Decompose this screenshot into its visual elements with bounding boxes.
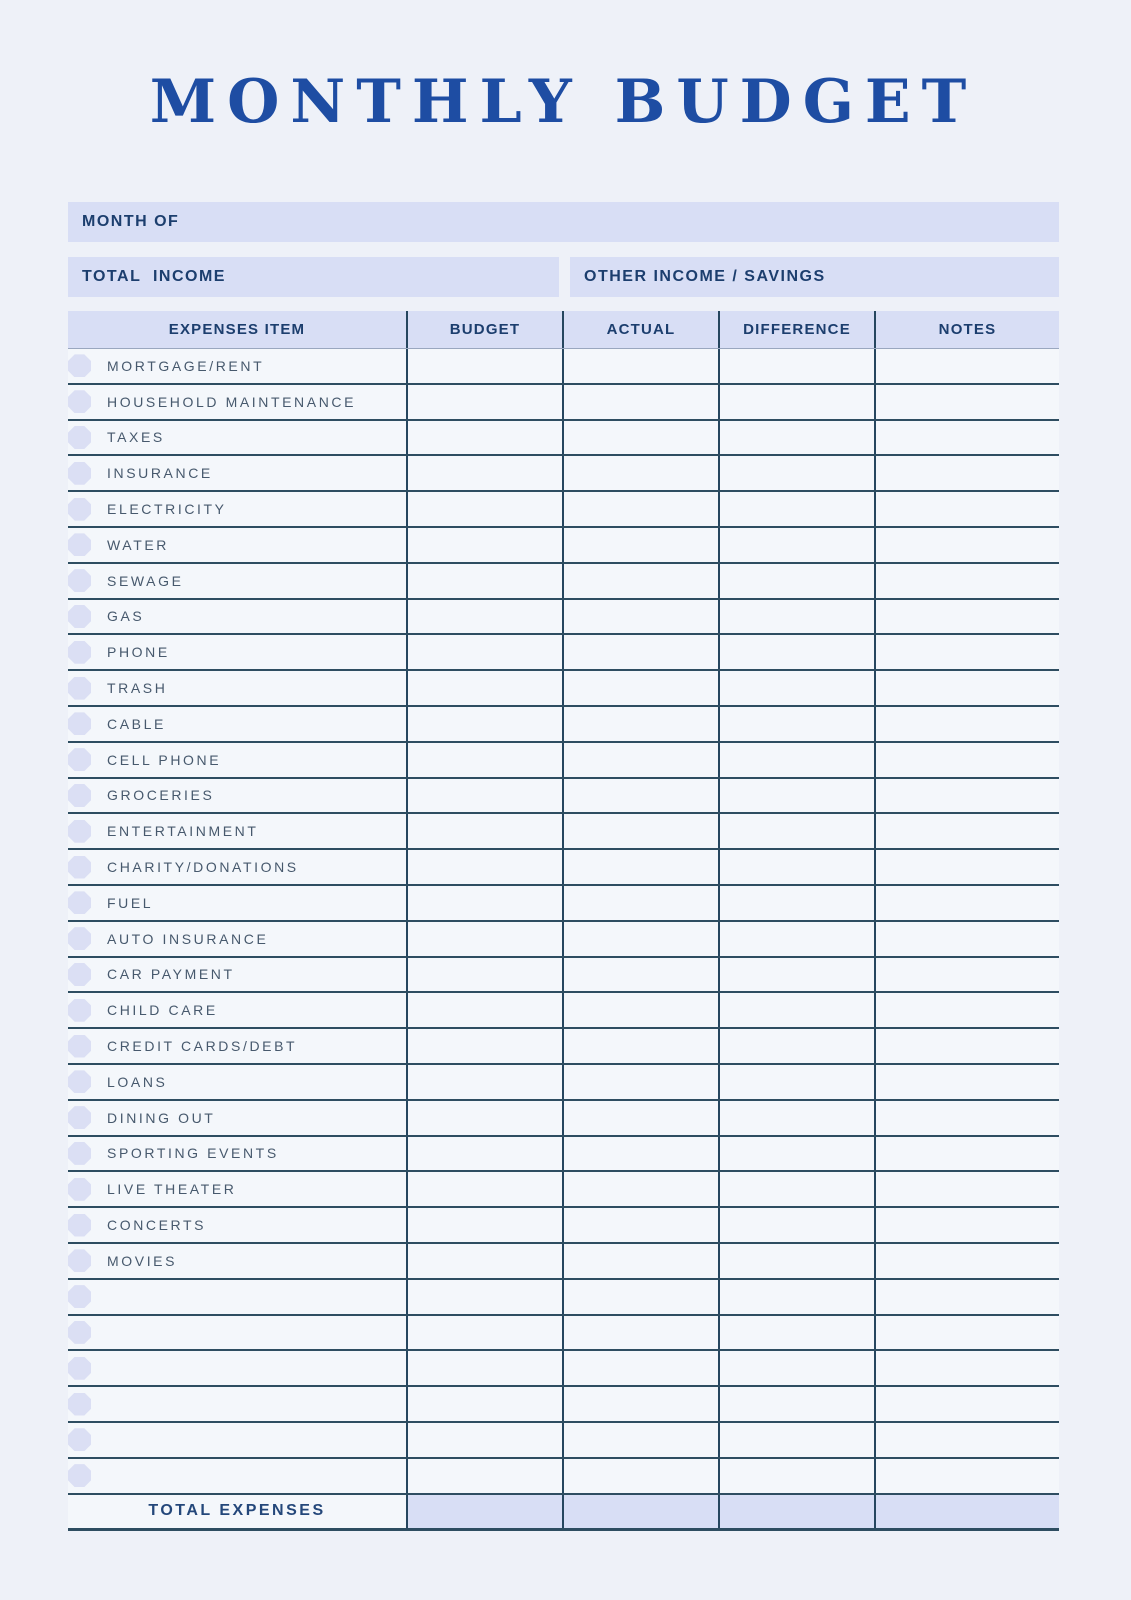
bullet-icon	[68, 1035, 91, 1058]
bullet-icon	[68, 927, 91, 950]
expense-item-label: MORTGAGE/RENT	[107, 357, 265, 374]
bullet-icon	[68, 1142, 91, 1165]
bullet-icon	[68, 1214, 91, 1237]
expense-item-label: SPORTING EVENTS	[107, 1145, 279, 1162]
expense-item-cell	[68, 1101, 408, 1135]
difference-cell[interactable]	[720, 1280, 876, 1314]
difference-cell[interactable]	[720, 1351, 876, 1385]
total-income-field[interactable]	[68, 257, 559, 297]
bullet-icon	[68, 390, 91, 413]
actual-cell[interactable]	[564, 528, 720, 562]
bullet-icon	[68, 605, 91, 628]
budget-cell[interactable]	[408, 385, 564, 419]
column-header-difference: DIFFERENCE	[720, 311, 876, 348]
notes-cell[interactable]	[876, 385, 1059, 419]
table-row	[68, 779, 1059, 815]
difference-cell[interactable]	[720, 1316, 876, 1350]
table-row	[68, 1280, 1059, 1316]
difference-cell[interactable]	[720, 1029, 876, 1063]
table-row	[68, 1423, 1059, 1459]
table-header-row	[68, 311, 1059, 349]
budget-cell[interactable]	[408, 993, 564, 1027]
expense-item-label: CELL PHONE	[107, 751, 222, 768]
expense-item-label: CABLE	[107, 715, 166, 732]
bullet-icon	[68, 641, 91, 664]
difference-cell[interactable]	[720, 922, 876, 956]
expenses-table	[68, 311, 1059, 1531]
budget-cell[interactable]	[408, 456, 564, 490]
bullet-icon	[68, 1321, 91, 1344]
actual-cell[interactable]	[564, 1137, 720, 1171]
bullet-icon	[68, 354, 91, 377]
difference-cell[interactable]	[720, 814, 876, 848]
table-body	[68, 349, 1059, 1495]
expense-item-label: GAS	[107, 608, 145, 625]
expense-item-label: WATER	[107, 536, 169, 553]
expense-item-label: MOVIES	[107, 1252, 178, 1269]
expense-item-cell	[68, 385, 408, 419]
expense-item-cell	[68, 635, 408, 669]
actual-cell[interactable]	[564, 492, 720, 526]
difference-cell[interactable]	[720, 886, 876, 920]
difference-cell[interactable]	[720, 743, 876, 777]
other-income-label: OTHER INCOME / SAVINGS	[584, 268, 826, 285]
expense-item-cell	[68, 349, 408, 383]
expense-item-cell	[68, 1316, 408, 1350]
budget-cell[interactable]	[408, 600, 564, 634]
notes-cell[interactable]	[876, 1423, 1059, 1457]
table-row	[68, 456, 1059, 492]
notes-cell[interactable]	[876, 456, 1059, 490]
difference-cell[interactable]	[720, 635, 876, 669]
table-row	[68, 1316, 1059, 1352]
bullet-icon	[68, 1393, 91, 1416]
total-actual-cell[interactable]	[564, 1495, 720, 1528]
bullet-icon	[68, 999, 91, 1022]
difference-cell[interactable]	[720, 850, 876, 884]
expense-item-cell	[68, 1065, 408, 1099]
expense-item-cell	[68, 600, 408, 634]
notes-cell[interactable]	[876, 528, 1059, 562]
expense-item-cell	[68, 743, 408, 777]
notes-cell[interactable]	[876, 707, 1059, 741]
difference-cell[interactable]	[720, 993, 876, 1027]
difference-cell[interactable]	[720, 1101, 876, 1135]
difference-cell[interactable]	[720, 349, 876, 383]
actual-cell[interactable]	[564, 349, 720, 383]
notes-cell[interactable]	[876, 564, 1059, 598]
table-row	[68, 671, 1059, 707]
actual-cell[interactable]	[564, 707, 720, 741]
expense-item-label: FUEL	[107, 894, 154, 911]
expense-item-cell	[68, 958, 408, 992]
actual-cell[interactable]	[564, 993, 720, 1027]
budget-cell[interactable]	[408, 1244, 564, 1278]
expense-item-label: LOANS	[107, 1073, 168, 1090]
bullet-icon	[68, 498, 91, 521]
actual-cell[interactable]	[564, 1244, 720, 1278]
expense-item-cell	[68, 492, 408, 526]
income-section	[68, 257, 1059, 297]
bullet-icon	[68, 533, 91, 556]
expense-item-cell	[68, 1208, 408, 1242]
expense-item-label: PHONE	[107, 644, 170, 661]
expense-item-label: CHILD CARE	[107, 1002, 218, 1019]
budget-cell[interactable]	[408, 743, 564, 777]
expense-item-label: CAR PAYMENT	[107, 966, 235, 983]
budget-cell[interactable]	[408, 1029, 564, 1063]
bullet-icon	[68, 1464, 91, 1487]
table-row	[68, 922, 1059, 958]
notes-cell[interactable]	[876, 1101, 1059, 1135]
column-header-actual: ACTUAL	[564, 311, 720, 348]
actual-cell[interactable]	[564, 1029, 720, 1063]
actual-cell[interactable]	[564, 958, 720, 992]
budget-cell[interactable]	[408, 528, 564, 562]
table-row	[68, 1172, 1059, 1208]
expense-item-label: GROCERIES	[107, 787, 215, 804]
budget-cell[interactable]	[408, 1423, 564, 1457]
notes-cell[interactable]	[876, 1459, 1059, 1493]
expense-item-label: TRASH	[107, 680, 168, 697]
table-row	[68, 564, 1059, 600]
table-row	[68, 1459, 1059, 1495]
bullet-icon	[68, 784, 91, 807]
notes-cell[interactable]	[876, 349, 1059, 383]
expense-item-label: ELECTRICITY	[107, 501, 227, 518]
table-row	[68, 993, 1059, 1029]
budget-cell[interactable]	[408, 958, 564, 992]
budget-cell[interactable]	[408, 492, 564, 526]
difference-cell[interactable]	[720, 1387, 876, 1421]
expense-item-cell	[68, 421, 408, 455]
difference-cell[interactable]	[720, 1244, 876, 1278]
table-row	[68, 1208, 1059, 1244]
total-notes-cell[interactable]	[876, 1495, 1059, 1528]
difference-cell[interactable]	[720, 1459, 876, 1493]
budget-cell[interactable]	[408, 635, 564, 669]
notes-cell[interactable]	[876, 1208, 1059, 1242]
total-budget-cell[interactable]	[408, 1495, 564, 1528]
bullet-icon	[68, 462, 91, 485]
table-row	[68, 600, 1059, 636]
actual-cell[interactable]	[564, 743, 720, 777]
table-row	[68, 349, 1059, 385]
bullet-icon	[68, 1106, 91, 1129]
month-of-field[interactable]	[68, 202, 1059, 242]
actual-cell[interactable]	[564, 671, 720, 705]
notes-cell[interactable]	[876, 993, 1059, 1027]
budget-cell[interactable]	[408, 850, 564, 884]
expense-item-cell	[68, 1244, 408, 1278]
difference-cell[interactable]	[720, 1137, 876, 1171]
expense-item-cell	[68, 814, 408, 848]
notes-cell[interactable]	[876, 886, 1059, 920]
bullet-icon	[68, 426, 91, 449]
difference-cell[interactable]	[720, 456, 876, 490]
actual-cell[interactable]	[564, 600, 720, 634]
difference-cell[interactable]	[720, 1208, 876, 1242]
expense-item-label: TAXES	[107, 429, 165, 446]
bullet-icon	[68, 1357, 91, 1380]
total-difference-cell[interactable]	[720, 1495, 876, 1528]
notes-cell[interactable]	[876, 1280, 1059, 1314]
difference-cell[interactable]	[720, 779, 876, 813]
bullet-icon	[68, 891, 91, 914]
actual-cell[interactable]	[564, 850, 720, 884]
table-row	[68, 1065, 1059, 1101]
notes-cell[interactable]	[876, 1244, 1059, 1278]
budget-cell[interactable]	[408, 421, 564, 455]
table-row	[68, 385, 1059, 421]
expense-item-label: LIVE THEATER	[107, 1181, 237, 1198]
budget-cell[interactable]	[408, 922, 564, 956]
total-expenses-label: TOTAL EXPENSES	[68, 1495, 408, 1528]
bullet-icon	[68, 1178, 91, 1201]
actual-cell[interactable]	[564, 1172, 720, 1206]
notes-cell[interactable]	[876, 850, 1059, 884]
expense-item-cell	[68, 850, 408, 884]
expense-item-cell	[68, 456, 408, 490]
budget-cell[interactable]	[408, 1280, 564, 1314]
notes-cell[interactable]	[876, 600, 1059, 634]
difference-cell[interactable]	[720, 958, 876, 992]
notes-cell[interactable]	[876, 814, 1059, 848]
expense-item-cell	[68, 779, 408, 813]
actual-cell[interactable]	[564, 1101, 720, 1135]
notes-cell[interactable]	[876, 743, 1059, 777]
actual-cell[interactable]	[564, 635, 720, 669]
actual-cell[interactable]	[564, 456, 720, 490]
bullet-icon	[68, 712, 91, 735]
table-row	[68, 1029, 1059, 1065]
column-header-expenses-item: EXPENSES ITEM	[68, 311, 408, 348]
expense-item-cell	[68, 1387, 408, 1421]
table-row	[68, 635, 1059, 671]
actual-cell[interactable]	[564, 922, 720, 956]
expense-item-cell	[68, 1280, 408, 1314]
difference-cell[interactable]	[720, 385, 876, 419]
actual-cell[interactable]	[564, 1208, 720, 1242]
table-row	[68, 1101, 1059, 1137]
difference-cell[interactable]	[720, 492, 876, 526]
budget-cell[interactable]	[408, 707, 564, 741]
column-header-notes: NOTES	[938, 321, 997, 338]
actual-cell[interactable]	[564, 1387, 720, 1421]
difference-cell[interactable]	[720, 564, 876, 598]
difference-cell[interactable]	[720, 1065, 876, 1099]
budget-cell[interactable]	[408, 1065, 564, 1099]
expense-item-label: CONCERTS	[107, 1217, 207, 1234]
bullet-icon	[68, 963, 91, 986]
budget-cell[interactable]	[408, 1459, 564, 1493]
notes-cell[interactable]	[876, 1137, 1059, 1171]
table-row	[68, 1244, 1059, 1280]
actual-cell[interactable]	[564, 564, 720, 598]
notes-cell[interactable]	[876, 1065, 1059, 1099]
table-row	[68, 707, 1059, 743]
table-row	[68, 886, 1059, 922]
bullet-icon	[68, 1285, 91, 1308]
expense-item-label: CHARITY/DONATIONS	[107, 859, 299, 876]
bullet-icon	[68, 1070, 91, 1093]
expense-item-label: CREDIT CARDS/DEBT	[107, 1038, 298, 1055]
table-row	[68, 492, 1059, 528]
difference-cell[interactable]	[720, 1423, 876, 1457]
expense-item-label: HOUSEHOLD MAINTENANCE	[107, 393, 357, 410]
notes-cell[interactable]	[876, 421, 1059, 455]
expense-item-cell	[68, 1423, 408, 1457]
bullet-icon	[68, 820, 91, 843]
actual-cell[interactable]	[564, 1316, 720, 1350]
expense-item-cell	[68, 1137, 408, 1171]
notes-cell[interactable]	[876, 635, 1059, 669]
table-row	[68, 1387, 1059, 1423]
actual-cell[interactable]	[564, 779, 720, 813]
page-title: MONTHLY BUDGET	[149, 67, 978, 137]
expense-item-cell	[68, 886, 408, 920]
table-row	[68, 1351, 1059, 1387]
notes-cell[interactable]	[876, 1029, 1059, 1063]
difference-cell[interactable]	[720, 671, 876, 705]
table-row	[68, 528, 1059, 564]
table-row	[68, 814, 1059, 850]
expense-item-cell	[68, 707, 408, 741]
actual-cell[interactable]	[564, 385, 720, 419]
notes-cell[interactable]	[876, 958, 1059, 992]
notes-cell[interactable]	[876, 779, 1059, 813]
table-row	[68, 743, 1059, 779]
expense-item-label: AUTO INSURANCE	[107, 930, 269, 947]
expense-item-cell	[68, 1172, 408, 1206]
bullet-icon	[68, 748, 91, 771]
bullet-icon	[68, 569, 91, 592]
actual-cell[interactable]	[564, 814, 720, 848]
budget-cell[interactable]	[408, 1387, 564, 1421]
column-header-budget: BUDGET	[408, 311, 564, 348]
actual-cell[interactable]	[564, 1065, 720, 1099]
month-of-label: MONTH OF	[82, 213, 180, 230]
actual-cell[interactable]	[564, 1423, 720, 1457]
expense-item-label: ENTERTAINMENT	[107, 823, 259, 840]
bullet-icon	[68, 677, 91, 700]
table-row	[68, 958, 1059, 994]
expense-item-label: INSURANCE	[107, 465, 213, 482]
difference-cell[interactable]	[720, 421, 876, 455]
expense-item-cell	[68, 528, 408, 562]
budget-cell[interactable]	[408, 1316, 564, 1350]
notes-cell[interactable]	[876, 1316, 1059, 1350]
expense-item-cell	[68, 993, 408, 1027]
difference-cell[interactable]	[720, 600, 876, 634]
budget-cell[interactable]	[408, 349, 564, 383]
bullet-icon	[68, 856, 91, 879]
actual-cell[interactable]	[564, 1351, 720, 1385]
expense-item-cell	[68, 564, 408, 598]
notes-cell[interactable]	[876, 671, 1059, 705]
budget-cell[interactable]	[408, 1101, 564, 1135]
table-row	[68, 850, 1059, 886]
budget-cell[interactable]	[408, 814, 564, 848]
expense-item-cell	[68, 1029, 408, 1063]
budget-cell[interactable]	[408, 1172, 564, 1206]
total-income-label: TOTAL INCOME	[82, 268, 226, 285]
budget-cell[interactable]	[408, 886, 564, 920]
notes-cell[interactable]	[876, 1387, 1059, 1421]
budget-cell[interactable]	[408, 564, 564, 598]
budget-cell[interactable]	[408, 779, 564, 813]
notes-cell[interactable]	[876, 1172, 1059, 1206]
expense-item-cell	[68, 1351, 408, 1385]
actual-cell[interactable]	[564, 1280, 720, 1314]
budget-cell[interactable]	[408, 671, 564, 705]
bullet-icon	[68, 1249, 91, 1272]
difference-cell[interactable]	[720, 1172, 876, 1206]
expense-item-cell	[68, 1459, 408, 1493]
expense-item-cell	[68, 922, 408, 956]
other-income-field[interactable]	[570, 257, 1059, 297]
budget-cell[interactable]	[408, 1351, 564, 1385]
expense-item-label: DINING OUT	[107, 1109, 216, 1126]
table-row	[68, 421, 1059, 457]
expense-item-label: SEWAGE	[107, 572, 184, 589]
actual-cell[interactable]	[564, 886, 720, 920]
actual-cell[interactable]	[564, 421, 720, 455]
expense-item-cell	[68, 671, 408, 705]
notes-cell[interactable]	[876, 922, 1059, 956]
actual-cell[interactable]	[564, 1459, 720, 1493]
budget-cell[interactable]	[408, 1208, 564, 1242]
table-row	[68, 1137, 1059, 1173]
total-expenses-row	[68, 1495, 1059, 1531]
notes-cell[interactable]	[876, 492, 1059, 526]
notes-cell[interactable]	[876, 1351, 1059, 1385]
difference-cell[interactable]	[720, 528, 876, 562]
difference-cell[interactable]	[720, 707, 876, 741]
budget-cell[interactable]	[408, 1137, 564, 1171]
bullet-icon	[68, 1428, 91, 1451]
